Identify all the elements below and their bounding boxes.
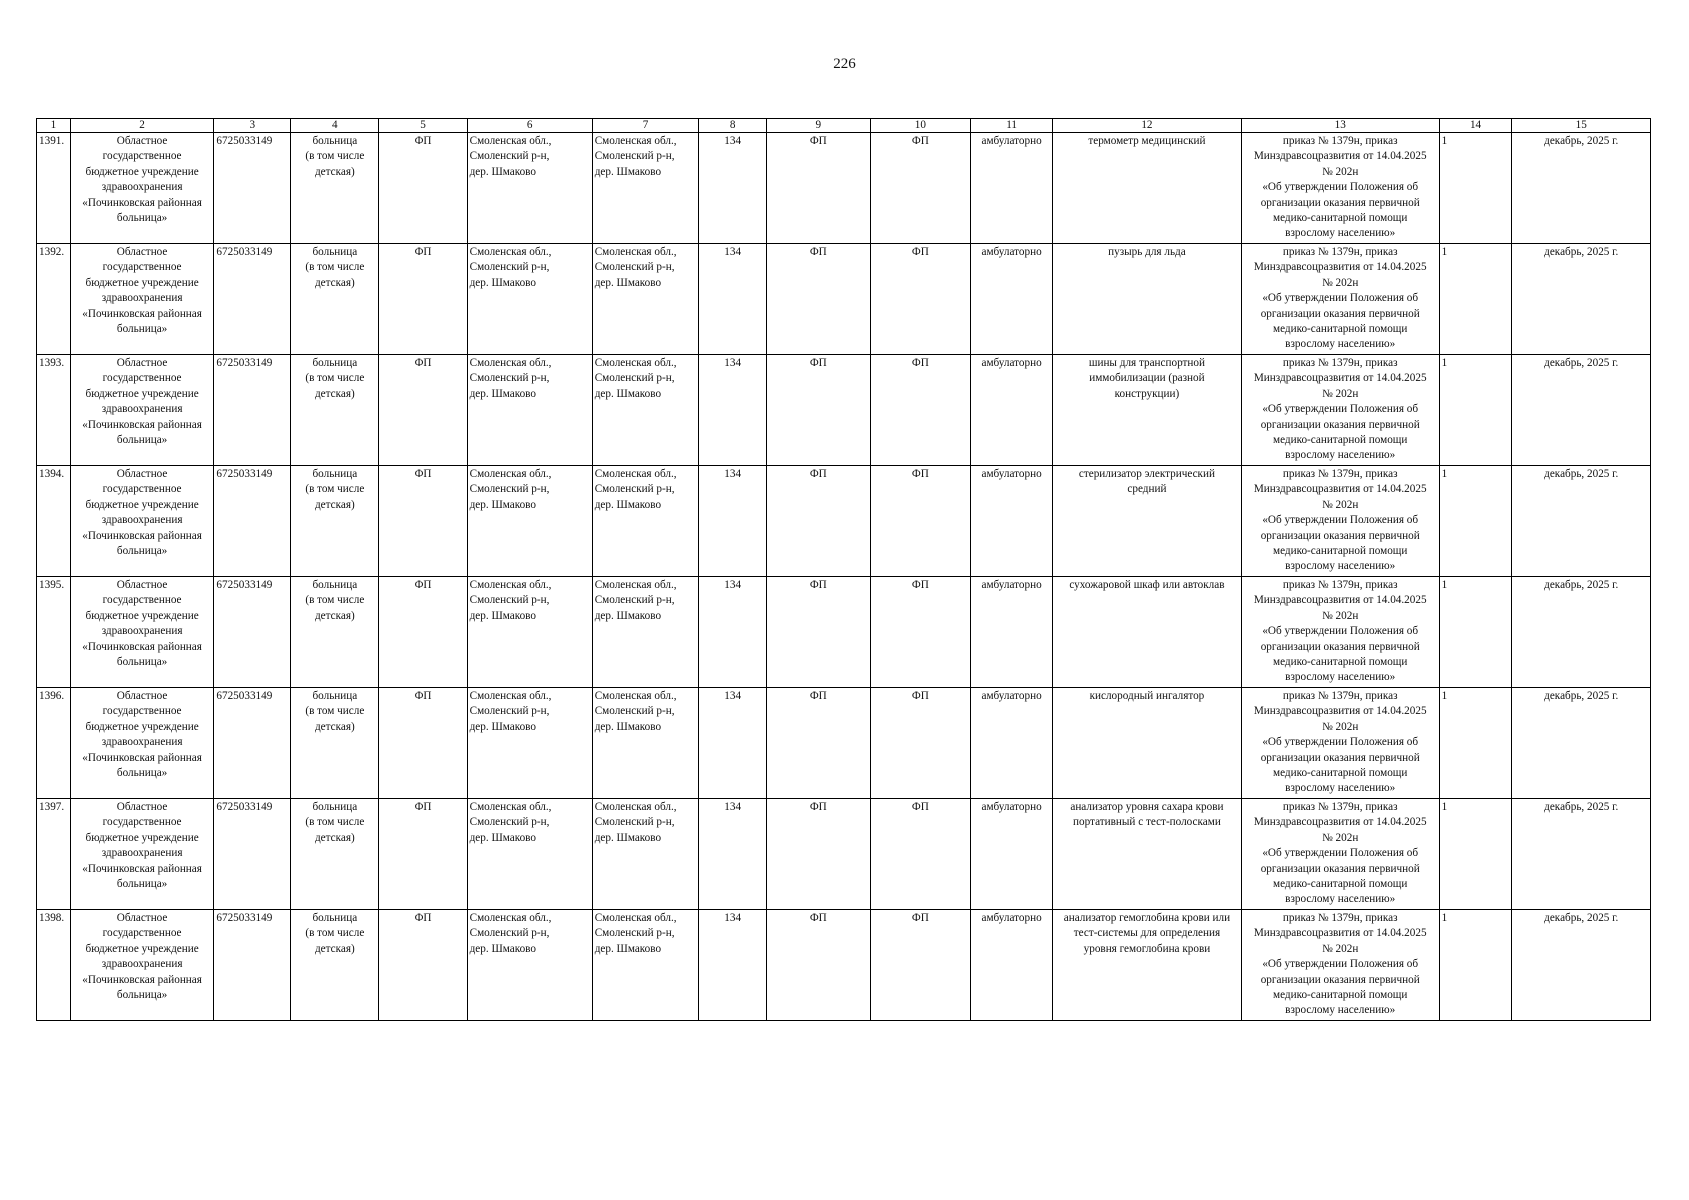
column-header: 6 — [467, 119, 592, 133]
address-2: Смоленская обл., Смоленский р-н, дер. Шмаково — [592, 577, 699, 688]
inn-code: 6725033149 — [214, 355, 291, 466]
unit-type: ФП — [379, 799, 467, 910]
organization-name: Областное государственное бюджетное учреждение здравоохранения «Починковская районная больница» — [70, 244, 214, 355]
column-9-cell: ФП — [767, 355, 871, 466]
quantity: 1 — [1439, 244, 1512, 355]
column-header: 7 — [592, 119, 699, 133]
column-10-cell: ФП — [870, 799, 970, 910]
row-number: 1391. — [37, 133, 71, 244]
care-mode: амбулаторно — [971, 133, 1053, 244]
delivery-date: декабрь, 2025 г. — [1512, 244, 1651, 355]
care-mode: амбулаторно — [971, 577, 1053, 688]
table-row — [37, 688, 1651, 799]
column-header: 15 — [1512, 119, 1651, 133]
table-row — [37, 355, 1651, 466]
address-1: Смоленская обл., Смоленский р-н, дер. Шмаково — [467, 799, 592, 910]
code-cell: 134 — [699, 466, 767, 577]
organization-name: Областное государственное бюджетное учреждение здравоохранения «Починковская районная больница» — [70, 133, 214, 244]
unit-type: ФП — [379, 355, 467, 466]
table-row — [37, 466, 1651, 577]
delivery-date: декабрь, 2025 г. — [1512, 355, 1651, 466]
column-header: 14 — [1439, 119, 1512, 133]
row-number: 1392. — [37, 244, 71, 355]
column-10-cell: ФП — [870, 910, 970, 1021]
equipment-name: стерилизатор электрический средний — [1053, 466, 1242, 577]
facility-type: больница (в том числе детская) — [291, 133, 379, 244]
code-cell: 134 — [699, 133, 767, 244]
unit-type: ФП — [379, 466, 467, 577]
organization-name: Областное государственное бюджетное учреждение здравоохранения «Починковская районная больница» — [70, 688, 214, 799]
column-9-cell: ФП — [767, 910, 871, 1021]
care-mode: амбулаторно — [971, 466, 1053, 577]
address-1: Смоленская обл., Смоленский р-н, дер. Шмаково — [467, 688, 592, 799]
facility-type: больница (в том числе детская) — [291, 577, 379, 688]
table-row — [37, 577, 1651, 688]
organization-name: Областное государственное бюджетное учреждение здравоохранения «Починковская районная больница» — [70, 466, 214, 577]
legal-basis: приказ № 1379н, приказ Минздравсоцразвития от 14.04.2025 № 202н «Об утверждении Положения об организации оказания первичной медико-санитарной помощи взрослому населению» — [1241, 355, 1439, 466]
code-cell: 134 — [699, 910, 767, 1021]
column-9-cell: ФП — [767, 577, 871, 688]
column-9-cell: ФП — [767, 799, 871, 910]
column-10-cell: ФП — [870, 244, 970, 355]
delivery-date: декабрь, 2025 г. — [1512, 688, 1651, 799]
legal-basis: приказ № 1379н, приказ Минздравсоцразвития от 14.04.2025 № 202н «Об утверждении Положения об организации оказания первичной медико-санитарной помощи взрослому населению» — [1241, 799, 1439, 910]
organization-name: Областное государственное бюджетное учреждение здравоохранения «Починковская районная больница» — [70, 910, 214, 1021]
equipment-name: сухожаровой шкаф или автоклав — [1053, 577, 1242, 688]
code-cell: 134 — [699, 799, 767, 910]
inn-code: 6725033149 — [214, 799, 291, 910]
care-mode: амбулаторно — [971, 244, 1053, 355]
address-2: Смоленская обл., Смоленский р-н, дер. Шмаково — [592, 910, 699, 1021]
column-9-cell: ФП — [767, 133, 871, 244]
facility-type: больница (в том числе детская) — [291, 466, 379, 577]
quantity: 1 — [1439, 577, 1512, 688]
quantity: 1 — [1439, 910, 1512, 1021]
address-2: Смоленская обл., Смоленский р-н, дер. Шмаково — [592, 799, 699, 910]
unit-type: ФП — [379, 688, 467, 799]
legal-basis: приказ № 1379н, приказ Минздравсоцразвития от 14.04.2025 № 202н «Об утверждении Положения об организации оказания первичной медико-санитарной помощи взрослому населению» — [1241, 133, 1439, 244]
inn-code: 6725033149 — [214, 133, 291, 244]
equipment-name: шины для транспортной иммобилизации (разной конструкции) — [1053, 355, 1242, 466]
quantity: 1 — [1439, 466, 1512, 577]
facility-type: больница (в том числе детская) — [291, 910, 379, 1021]
quantity: 1 — [1439, 799, 1512, 910]
column-9-cell: ФП — [767, 466, 871, 577]
row-number: 1397. — [37, 799, 71, 910]
address-2: Смоленская обл., Смоленский р-н, дер. Шмаково — [592, 688, 699, 799]
column-header: 8 — [699, 119, 767, 133]
address-2: Смоленская обл., Смоленский р-н, дер. Шмаково — [592, 466, 699, 577]
equipment-name: пузырь для льда — [1053, 244, 1242, 355]
address-1: Смоленская обл., Смоленский р-н, дер. Шмаково — [467, 244, 592, 355]
column-header: 9 — [767, 119, 871, 133]
legal-basis: приказ № 1379н, приказ Минздравсоцразвития от 14.04.2025 № 202н «Об утверждении Положения об организации оказания первичной медико-санитарной помощи взрослому населению» — [1241, 688, 1439, 799]
equipment-name: термометр медицинский — [1053, 133, 1242, 244]
delivery-date: декабрь, 2025 г. — [1512, 577, 1651, 688]
care-mode: амбулаторно — [971, 799, 1053, 910]
equipment-name: кислородный ингалятор — [1053, 688, 1242, 799]
row-number: 1393. — [37, 355, 71, 466]
care-mode: амбулаторно — [971, 355, 1053, 466]
column-10-cell: ФП — [870, 355, 970, 466]
code-cell: 134 — [699, 355, 767, 466]
column-header: 10 — [870, 119, 970, 133]
address-2: Смоленская обл., Смоленский р-н, дер. Шмаково — [592, 244, 699, 355]
address-1: Смоленская обл., Смоленский р-н, дер. Шмаково — [467, 577, 592, 688]
code-cell: 134 — [699, 244, 767, 355]
facility-type: больница (в том числе детская) — [291, 244, 379, 355]
address-1: Смоленская обл., Смоленский р-н, дер. Шмаково — [467, 910, 592, 1021]
legal-basis: приказ № 1379н, приказ Минздравсоцразвития от 14.04.2025 № 202н «Об утверждении Положения об организации оказания первичной медико-санитарной помощи взрослому населению» — [1241, 577, 1439, 688]
column-header: 5 — [379, 119, 467, 133]
delivery-date: декабрь, 2025 г. — [1512, 133, 1651, 244]
row-number: 1395. — [37, 577, 71, 688]
table-row — [37, 799, 1651, 910]
equipment-name: анализатор уровня сахара крови портативный с тест-полосками — [1053, 799, 1242, 910]
organization-name: Областное государственное бюджетное учреждение здравоохранения «Починковская районная больница» — [70, 355, 214, 466]
care-mode: амбулаторно — [971, 688, 1053, 799]
unit-type: ФП — [379, 244, 467, 355]
table-row — [37, 910, 1651, 1021]
column-10-cell: ФП — [870, 577, 970, 688]
inn-code: 6725033149 — [214, 466, 291, 577]
unit-type: ФП — [379, 577, 467, 688]
inn-code: 6725033149 — [214, 577, 291, 688]
row-number: 1394. — [37, 466, 71, 577]
row-number: 1398. — [37, 910, 71, 1021]
column-header: 13 — [1241, 119, 1439, 133]
quantity: 1 — [1439, 688, 1512, 799]
column-9-cell: ФП — [767, 688, 871, 799]
inn-code: 6725033149 — [214, 244, 291, 355]
column-10-cell: ФП — [870, 466, 970, 577]
code-cell: 134 — [699, 688, 767, 799]
address-1: Смоленская обл., Смоленский р-н, дер. Шмаково — [467, 355, 592, 466]
delivery-date: декабрь, 2025 г. — [1512, 466, 1651, 577]
equipment-register-table — [36, 118, 1651, 1021]
inn-code: 6725033149 — [214, 688, 291, 799]
column-number-header — [37, 119, 1651, 133]
unit-type: ФП — [379, 910, 467, 1021]
legal-basis: приказ № 1379н, приказ Минздравсоцразвития от 14.04.2025 № 202н «Об утверждении Положения об организации оказания первичной медико-санитарной помощи взрослому населению» — [1241, 244, 1439, 355]
column-header: 11 — [971, 119, 1053, 133]
column-header: 4 — [291, 119, 379, 133]
column-10-cell: ФП — [870, 133, 970, 244]
column-header: 12 — [1053, 119, 1242, 133]
column-10-cell: ФП — [870, 688, 970, 799]
delivery-date: декабрь, 2025 г. — [1512, 910, 1651, 1021]
column-9-cell: ФП — [767, 244, 871, 355]
row-number: 1396. — [37, 688, 71, 799]
column-header: 2 — [70, 119, 214, 133]
quantity: 1 — [1439, 355, 1512, 466]
legal-basis: приказ № 1379н, приказ Минздравсоцразвития от 14.04.2025 № 202н «Об утверждении Положения об организации оказания первичной медико-санитарной помощи взрослому населению» — [1241, 910, 1439, 1021]
care-mode: амбулаторно — [971, 910, 1053, 1021]
inn-code: 6725033149 — [214, 910, 291, 1021]
delivery-date: декабрь, 2025 г. — [1512, 799, 1651, 910]
organization-name: Областное государственное бюджетное учреждение здравоохранения «Починковская районная больница» — [70, 799, 214, 910]
address-1: Смоленская обл., Смоленский р-н, дер. Шмаково — [467, 133, 592, 244]
table-row — [37, 244, 1651, 355]
legal-basis: приказ № 1379н, приказ Минздравсоцразвития от 14.04.2025 № 202н «Об утверждении Положения об организации оказания первичной медико-санитарной помощи взрослому населению» — [1241, 466, 1439, 577]
quantity: 1 — [1439, 133, 1512, 244]
table-row — [37, 133, 1651, 244]
page-number: 226 — [833, 56, 856, 72]
facility-type: больница (в том числе детская) — [291, 799, 379, 910]
equipment-name: анализатор гемоглобина крови или тест-системы для определения уровня гемоглобина крови — [1053, 910, 1242, 1021]
address-2: Смоленская обл., Смоленский р-н, дер. Шмаково — [592, 355, 699, 466]
facility-type: больница (в том числе детская) — [291, 355, 379, 466]
column-header: 3 — [214, 119, 291, 133]
code-cell: 134 — [699, 577, 767, 688]
facility-type: больница (в том числе детская) — [291, 688, 379, 799]
organization-name: Областное государственное бюджетное учреждение здравоохранения «Починковская районная больница» — [70, 577, 214, 688]
unit-type: ФП — [379, 133, 467, 244]
address-1: Смоленская обл., Смоленский р-н, дер. Шмаково — [467, 466, 592, 577]
address-2: Смоленская обл., Смоленский р-н, дер. Шмаково — [592, 133, 699, 244]
column-header: 1 — [37, 119, 71, 133]
